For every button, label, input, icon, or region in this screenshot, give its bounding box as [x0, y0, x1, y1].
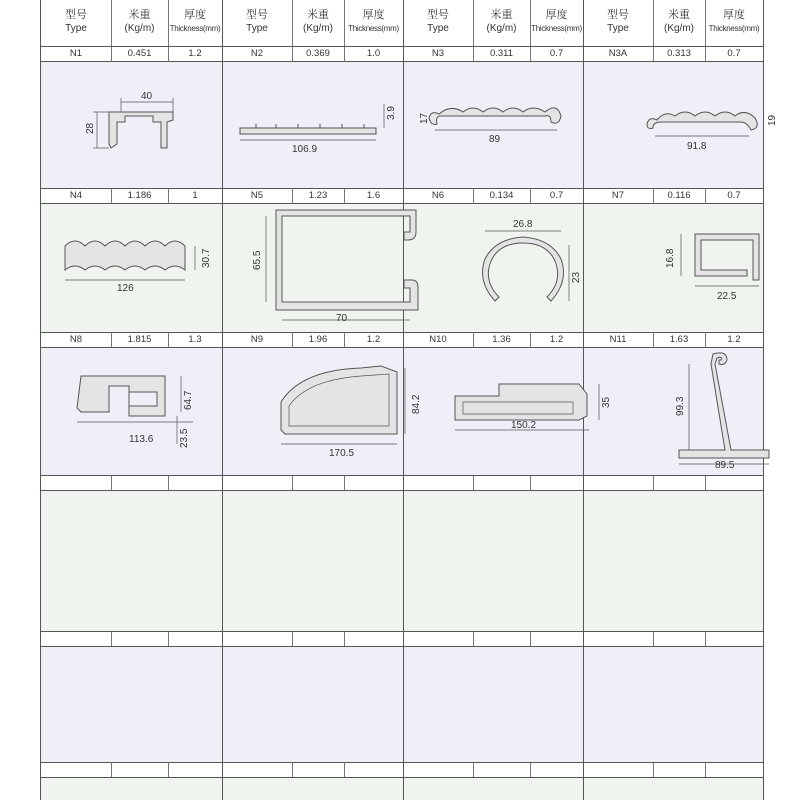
dim-label: 23.5 — [179, 428, 190, 448]
cell-divider — [530, 632, 531, 646]
type-cell: N2 — [250, 48, 264, 59]
dim-label: 65.5 — [252, 250, 263, 270]
cell-divider — [168, 333, 169, 347]
cell-divider — [344, 189, 345, 203]
cell-divider — [168, 476, 169, 490]
cell-divider — [168, 189, 169, 203]
profile-drawing-n6 — [473, 215, 583, 315]
thickness-cell: 0.7 — [727, 48, 741, 59]
thickness-cell: 0.7 — [549, 48, 564, 59]
profile-drawing-n9 — [271, 360, 421, 460]
profile-drawing-n10 — [449, 376, 612, 446]
profile-drawing-n3 — [411, 100, 581, 150]
dim-label: 113.6 — [129, 434, 154, 445]
dim-label: 35 — [601, 396, 612, 408]
cell-divider — [292, 763, 293, 777]
cell-divider — [530, 476, 531, 490]
info-row — [41, 333, 763, 348]
type-cell: N4 — [69, 190, 83, 201]
cell-divider — [111, 0, 112, 46]
weight-cell: 1.815 — [127, 334, 152, 345]
cell-divider — [344, 476, 345, 490]
dim-label: 16.8 — [665, 248, 676, 268]
cell-divider — [111, 47, 112, 61]
cell-divider — [473, 0, 474, 46]
dim-label: 26.8 — [513, 219, 533, 230]
cell-divider — [653, 763, 654, 777]
thickness-cell: 0.7 — [727, 190, 741, 201]
cell-divider — [111, 189, 112, 203]
thickness-cell: 0.7 — [549, 190, 564, 201]
cell-divider — [168, 763, 169, 777]
cell-divider — [653, 476, 654, 490]
cell-divider — [292, 47, 293, 61]
type-cell: N9 — [250, 334, 264, 345]
cell-divider — [530, 0, 531, 46]
thickness-cell: 1.2 — [549, 334, 564, 345]
header-type: 型号 Type — [427, 9, 449, 34]
type-cell: N3A — [608, 48, 628, 59]
cell-divider — [473, 763, 474, 777]
cell-divider — [168, 632, 169, 646]
type-cell: N5 — [250, 190, 264, 201]
weight-cell: 1.23 — [308, 190, 328, 201]
cell-divider — [473, 476, 474, 490]
cell-divider — [530, 189, 531, 203]
cell-divider — [653, 0, 654, 46]
dim-label: 126 — [117, 283, 134, 294]
header-thickness: 厚度 Thickness(mm) — [169, 9, 221, 33]
drawing-band-empty — [41, 647, 763, 763]
cell-divider — [705, 333, 706, 347]
cell-divider — [653, 189, 654, 203]
cell-divider — [653, 47, 654, 61]
profile-drawing-n5 — [246, 208, 406, 328]
cell-divider — [705, 632, 706, 646]
weight-cell: 0.116 — [667, 190, 691, 201]
dim-label: 19 — [767, 114, 778, 126]
dim-label: 17 — [419, 112, 430, 124]
cell-divider — [344, 333, 345, 347]
header-weight: 米重 (Kg/m) — [486, 9, 517, 34]
type-cell: N10 — [429, 334, 447, 345]
weight-cell: 0.311 — [489, 48, 514, 59]
dim-label: 64.7 — [183, 390, 194, 410]
header-weight: 米重 (Kg/m) — [664, 9, 694, 34]
header-thickness: 厚度 Thickness(mm) — [348, 9, 399, 33]
weight-cell: 0.313 — [667, 48, 691, 59]
dim-label: 84.2 — [411, 394, 422, 414]
cell-divider — [653, 632, 654, 646]
cell-divider — [344, 632, 345, 646]
header-type: 型号 Type — [65, 9, 87, 34]
thickness-cell: 1.2 — [366, 334, 381, 345]
cell-divider — [530, 333, 531, 347]
dim-label: 170.5 — [329, 448, 355, 459]
dim-label: 99.3 — [675, 396, 686, 416]
cell-divider — [111, 763, 112, 777]
dim-label: 23 — [571, 271, 582, 283]
header-thickness: 厚度 Thickness(mm) — [531, 9, 582, 33]
cell-divider — [292, 333, 293, 347]
weight-cell: 0.134 — [489, 190, 514, 201]
info-row — [41, 189, 763, 204]
drawing-band-empty — [41, 491, 763, 632]
cell-divider — [111, 333, 112, 347]
cell-divider — [473, 333, 474, 347]
profile-drawing-n7 — [651, 228, 771, 308]
info-row-empty — [41, 632, 763, 647]
dim-label: 22.5 — [717, 291, 737, 302]
cell-divider — [292, 189, 293, 203]
header-type: 型号 Type — [607, 9, 629, 34]
profile-drawing-n4 — [61, 236, 231, 296]
catalog-sheet — [40, 0, 778, 800]
type-cell: N8 — [69, 334, 83, 345]
dim-label: 89.5 — [715, 460, 735, 471]
cell-divider — [473, 632, 474, 646]
drawing-band-empty — [41, 778, 763, 800]
cell-divider — [473, 47, 474, 61]
cell-divider — [530, 763, 531, 777]
weight-cell: 1.36 — [492, 334, 511, 345]
cell-divider — [705, 189, 706, 203]
profile-drawing-n2 — [236, 100, 396, 160]
thickness-cell: 1.2 — [727, 334, 741, 345]
cell-divider — [473, 189, 474, 203]
dim-label: 150.2 — [511, 420, 537, 431]
cell-divider — [292, 476, 293, 490]
cell-divider — [344, 763, 345, 777]
header-weight: 米重 (Kg/m) — [124, 9, 155, 34]
weight-cell: 0.451 — [127, 48, 152, 59]
cell-divider — [530, 47, 531, 61]
weight-cell: 1.63 — [669, 334, 689, 345]
weight-cell: 0.369 — [306, 48, 330, 59]
dim-label: 89 — [489, 134, 501, 145]
header-type: 型号 Type — [246, 9, 268, 34]
type-cell: N7 — [611, 190, 625, 201]
cell-divider — [344, 47, 345, 61]
dim-label: 30.7 — [201, 248, 212, 268]
profile-drawing-n11 — [627, 350, 777, 470]
thickness-cell: 1.6 — [366, 190, 381, 201]
cell-divider — [168, 0, 169, 46]
dim-label: 70 — [336, 313, 348, 324]
thickness-cell: 1.0 — [366, 48, 381, 59]
weight-cell: 1.186 — [127, 190, 152, 201]
dim-label: 106.9 — [292, 144, 318, 155]
dim-label: 3.9 — [386, 106, 397, 120]
profile-drawing-n8 — [69, 372, 229, 452]
dim-label: 40 — [141, 91, 153, 102]
profile-drawing-n1 — [81, 82, 221, 172]
cell-divider — [705, 763, 706, 777]
info-row — [41, 47, 763, 62]
cell-divider — [292, 632, 293, 646]
table-header — [41, 0, 763, 47]
cell-divider — [653, 333, 654, 347]
dim-label: 28 — [85, 122, 96, 134]
cell-divider — [111, 632, 112, 646]
cell-divider — [705, 476, 706, 490]
type-cell: N1 — [69, 48, 83, 59]
info-row-empty — [41, 476, 763, 491]
header-thickness: 厚度 Thickness(mm) — [708, 9, 760, 33]
cell-divider — [168, 47, 169, 61]
cell-divider — [705, 0, 706, 46]
thickness-cell: 1.3 — [188, 334, 202, 345]
thickness-cell: 1.2 — [188, 48, 202, 59]
type-cell: N6 — [431, 190, 445, 201]
info-row-empty — [41, 763, 763, 778]
weight-cell: 1.96 — [308, 334, 328, 345]
type-cell: N3 — [431, 48, 445, 59]
profile-drawing-n3a — [591, 104, 778, 154]
cell-divider — [344, 0, 345, 46]
dim-label: 91.8 — [687, 141, 707, 152]
header-weight: 米重 (Kg/m) — [303, 9, 333, 34]
cell-divider — [111, 476, 112, 490]
cell-divider — [705, 47, 706, 61]
type-cell: N11 — [609, 334, 627, 345]
cell-divider — [292, 0, 293, 46]
thickness-cell: 1 — [192, 190, 198, 201]
